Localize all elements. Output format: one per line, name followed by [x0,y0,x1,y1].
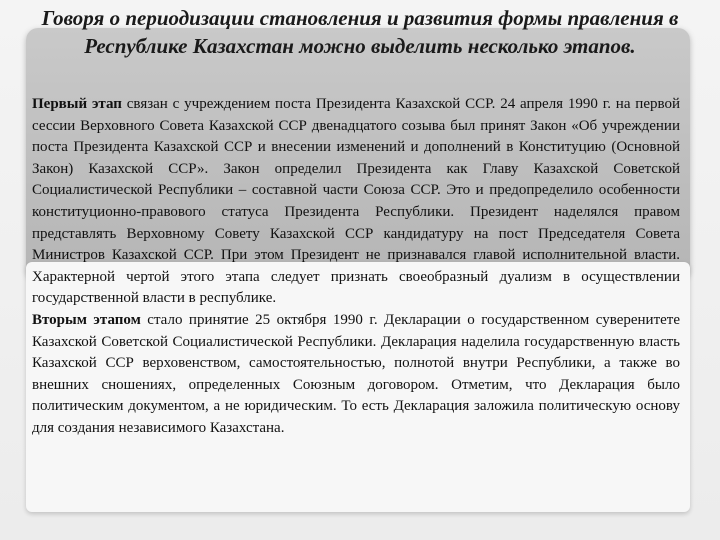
slide-body [32,94,680,440]
stage-2-paragraph [32,310,680,440]
stage-1-lead: Первый этап [32,96,122,112]
slide-title: Говоря о периодизации становления и развития формы правления в Республике Казахстан можно выделить несколько этапов. [41,6,679,58]
stage-2-text: стало принятие 25 октября 1990 г. Декларации о государственном суверенитете Казахской Советской Социалистической Республики. Декларация наделила государственную власть Казахской ССР верховенством, самостоятельностью, полнотой внутри Республики, а также во внешних сношениях, определенных Союзным договором. Отметим, что Декларация было политическим документом, а не юридическим. То есть Декларация заложила политическую основу для создания независимого Казахстана. [32,311,681,436]
stage-1-paragraph [32,94,680,310]
stage-2-lead: Вторым этапом [32,311,141,328]
stage-1-text: связан с учреждением поста Президента Казахской ССР. 24 апреля 1990 г. на первой сессии Верховного Совета Казахской ССР двенадцатого созыва был принят Закон «Об учреждении поста Президента Казахской ССР и внесении изменений и дополнений в Конституцию (Основной Закон) Казахской ССР». Закон определил Президента как Главу Казахской Советской Социалистической Республики – составной части Союза ССР. Это и предопределило особенности конституционно-правового статуса Президента Республики. Президент наделялся правом представлять Верховному Совету Казахской ССР кандидатуру на пост Председателя Совета Министров Казахской ССР. При этом Президент не признавался главой исполнительной власти. Характерной чертой этого этапа следует признать своеобразный дуализм в осуществлении государственной власти в республике. [32,96,680,307]
